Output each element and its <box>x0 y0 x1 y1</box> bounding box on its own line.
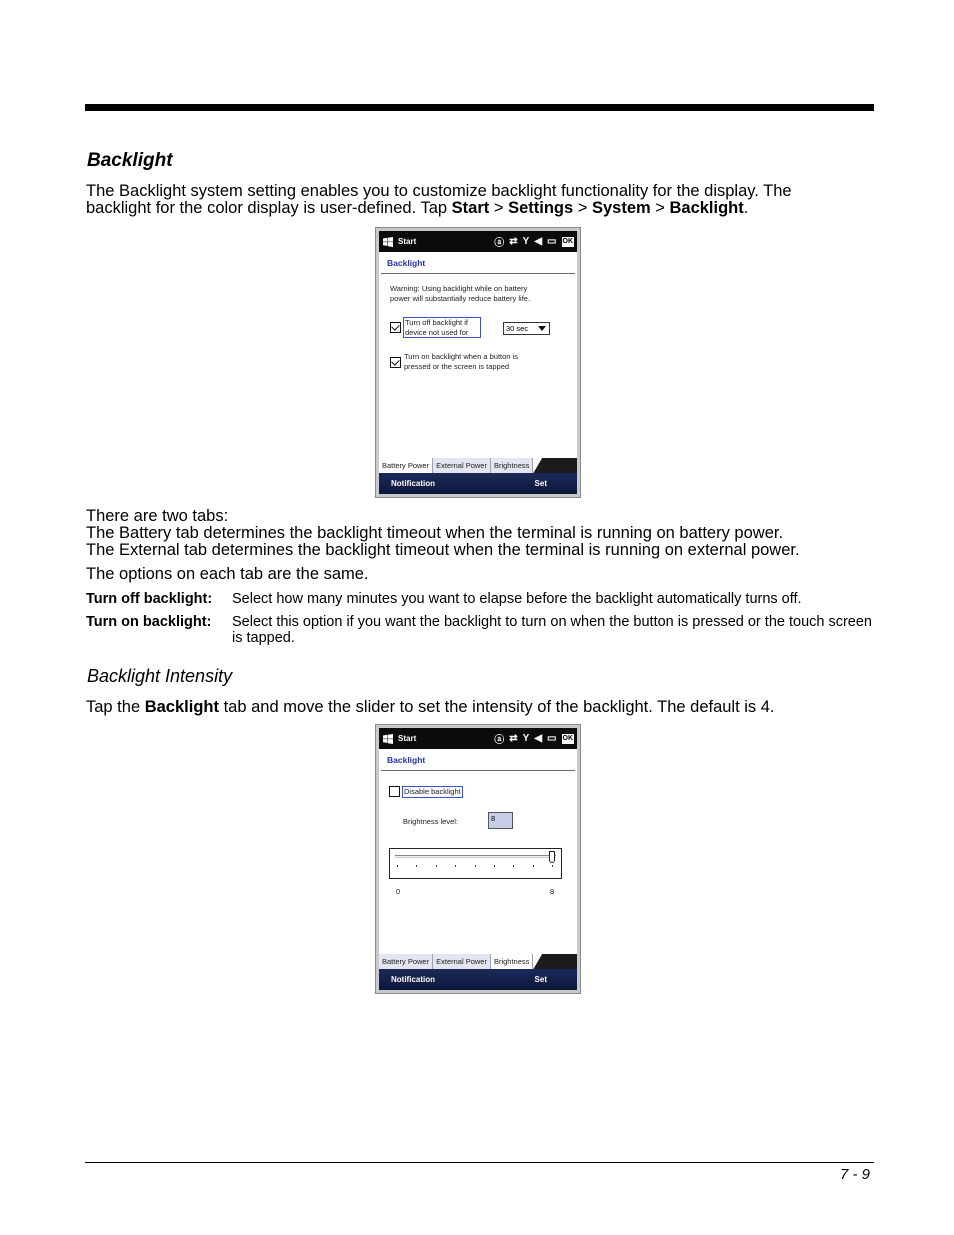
tab-battery-power[interactable]: Battery Power <box>379 954 433 969</box>
slider-track <box>395 855 556 858</box>
notification-softkey[interactable]: Notification <box>391 975 435 984</box>
slider-tick <box>494 865 495 867</box>
options-same-paragraph: The options on each tab are the same. <box>86 565 369 583</box>
slider-tick <box>416 865 417 867</box>
turn-on-backlight-checkbox[interactable] <box>390 357 401 368</box>
page-number: 7 - 9 <box>839 1166 870 1183</box>
turn-on-backlight-label[interactable] <box>404 352 518 372</box>
intro-paragraph <box>86 183 876 217</box>
intensity-text: Tap the <box>86 698 145 716</box>
definition-description: Select how many minutes you want to elapse before the backlight automatically turns off. <box>232 591 802 607</box>
path-backlight: Backlight <box>669 199 744 217</box>
slider-tick <box>552 865 553 867</box>
slider-tick <box>533 865 534 867</box>
intensity-text: tab and move the slider to set the intensity of the backlight. The default is 4. <box>219 698 775 716</box>
slider-tick <box>397 865 398 867</box>
windows-logo-icon <box>383 734 393 744</box>
battery-icon: ▭ <box>547 236 557 247</box>
top-rule <box>85 104 874 111</box>
battery-tab-line: The Battery tab determines the backlight timeout when the terminal is running on battery power. <box>86 524 784 542</box>
definition-description: Select this option if you want the backlight to turn on when the button is pressed or the touch screen is tapped. <box>232 614 872 646</box>
brightness-slider[interactable] <box>389 848 562 879</box>
intensity-paragraph <box>86 699 876 716</box>
screen-title: Backlight <box>381 749 575 771</box>
volume-muted-icon: ◀ <box>534 733 543 744</box>
external-tab-line: The External tab determines the backlight timeout when the terminal is running on external power. <box>86 541 800 559</box>
label-line: pressed or the screen is tapped <box>404 362 510 371</box>
tab-battery-power[interactable]: Battery Power <box>379 458 433 473</box>
battery-warning <box>390 284 530 304</box>
start-menu-button[interactable]: Start <box>398 237 417 246</box>
dropdown-arrow-icon <box>538 326 546 331</box>
signal-icon: Y <box>522 733 530 744</box>
windows-logo-icon <box>383 237 393 247</box>
label-line: Turn on backlight when a button is <box>404 352 518 361</box>
path-separator: > <box>650 199 670 217</box>
disable-backlight-label[interactable]: Disable backlight <box>404 787 461 796</box>
path-end: . <box>743 199 749 217</box>
set-softkey[interactable]: Set <box>534 975 547 984</box>
warning-line: Warning: Using backlight while on battery <box>390 284 528 293</box>
sync-arrows-icon: ⇄ <box>509 733 518 744</box>
path-start: Start <box>451 199 490 217</box>
brightness-level-label: Brightness level: <box>403 817 459 826</box>
tab-external-power[interactable]: External Power <box>433 458 491 473</box>
tab-strip <box>379 458 577 473</box>
slider-thumb[interactable] <box>549 851 555 863</box>
soft-key-bar <box>379 473 577 494</box>
slider-min-label: 0 <box>396 887 401 896</box>
slider-max-label: 8 <box>550 887 555 896</box>
slider-tick <box>475 865 476 867</box>
label-line: Turn off backlight if <box>405 318 468 327</box>
slider-tick <box>513 865 514 867</box>
input-mode-icon: ⓐ <box>494 735 505 746</box>
intro-line2: backlight for the color display is user-defined. Tap <box>86 199 452 217</box>
disable-backlight-checkbox[interactable] <box>389 786 400 797</box>
turn-off-backlight-checkbox[interactable] <box>390 322 401 333</box>
signal-icon: Y <box>522 236 530 247</box>
tabs-description <box>86 508 876 559</box>
device-status-bar <box>379 728 577 749</box>
path-separator: > <box>489 199 509 217</box>
warning-line: power will substantially reduce battery life. <box>390 294 531 303</box>
start-menu-button[interactable]: Start <box>398 734 417 743</box>
definition-turn-on <box>86 614 876 646</box>
input-mode-icon: ⓐ <box>494 238 505 249</box>
path-settings: Settings <box>508 199 574 217</box>
device-screenshot-brightness-tab <box>375 724 581 994</box>
intensity-bold: Backlight <box>144 698 219 716</box>
soft-key-bar <box>379 969 577 990</box>
set-softkey[interactable]: Set <box>534 479 547 488</box>
definition-term: Turn off backlight: <box>86 591 213 607</box>
path-separator: > <box>573 199 592 217</box>
tab-strip-fill <box>533 458 577 473</box>
slider-tick <box>455 865 456 867</box>
device-status-bar <box>379 231 577 252</box>
notification-softkey[interactable]: Notification <box>391 479 435 488</box>
timeout-dropdown[interactable] <box>503 322 550 335</box>
footer-rule <box>85 1162 874 1163</box>
screen-title: Backlight <box>381 252 575 274</box>
sync-arrows-icon: ⇄ <box>509 236 518 247</box>
path-system: System <box>591 199 651 217</box>
intro-line1: The Backlight system setting enables you to customize backlight functionality for the display. The <box>86 182 792 200</box>
ok-button[interactable]: OK <box>562 237 573 245</box>
turn-off-backlight-label[interactable] <box>403 317 481 338</box>
ok-button[interactable]: OK <box>562 734 573 742</box>
brightness-level-value: 8 <box>488 812 513 829</box>
device-screen <box>379 231 577 494</box>
definition-turn-off <box>86 591 876 607</box>
tab-strip <box>379 954 577 969</box>
device-screen <box>379 728 577 990</box>
tab-strip-fill <box>533 954 577 969</box>
device-screenshot-battery-tab <box>375 227 581 498</box>
label-line: device not used for <box>405 327 469 337</box>
volume-muted-icon: ◀ <box>534 236 543 247</box>
tabs-intro-line: There are two tabs: <box>86 507 229 525</box>
section-heading-backlight: Backlight <box>87 150 173 171</box>
timeout-value: 30 sec <box>506 324 529 333</box>
section-heading-intensity: Backlight Intensity <box>87 666 233 686</box>
battery-icon: ▭ <box>547 733 557 744</box>
tab-brightness[interactable]: Brightness <box>491 954 533 969</box>
slider-tick <box>436 865 437 867</box>
tab-brightness[interactable]: Brightness <box>491 458 533 473</box>
definition-term: Turn on backlight: <box>86 614 212 630</box>
tab-external-power[interactable]: External Power <box>433 954 491 969</box>
